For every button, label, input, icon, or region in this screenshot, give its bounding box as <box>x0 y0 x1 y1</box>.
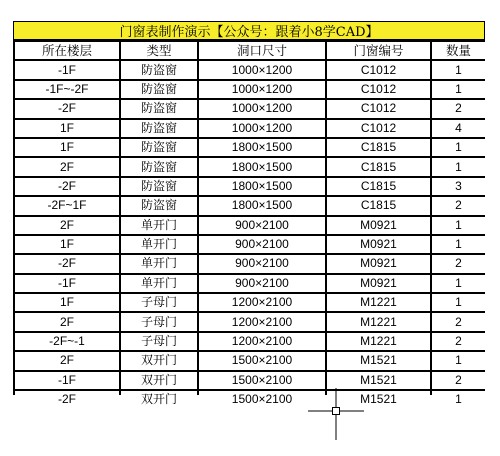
column-header-floor[interactable]: 所在楼层 <box>15 42 119 59</box>
table-row <box>15 158 485 175</box>
cell-qty[interactable]: 3 <box>432 178 485 195</box>
cell-type[interactable]: 双开门 <box>121 391 197 408</box>
cell-size[interactable]: 1800×1500 <box>199 158 325 175</box>
table-row <box>15 81 485 98</box>
cell-floor[interactable]: -1F <box>15 61 119 78</box>
cell-floor[interactable]: 1F <box>15 120 119 137</box>
column-header-qty[interactable]: 数量 <box>432 42 485 59</box>
cell-qty[interactable]: 4 <box>432 120 485 137</box>
cell-qty[interactable]: 1 <box>432 61 485 78</box>
table-row <box>15 294 485 311</box>
cell-qty[interactable]: 2 <box>432 333 485 350</box>
cell-type[interactable]: 子母门 <box>121 313 197 330</box>
table-row <box>15 333 485 350</box>
cell-qty[interactable]: 2 <box>432 255 485 272</box>
cell-code[interactable]: M1521 <box>327 372 430 389</box>
header-row <box>15 42 485 59</box>
cell-size[interactable]: 900×2100 <box>199 255 325 272</box>
crosshair-cursor-icon <box>308 388 364 440</box>
cell-type[interactable]: 防盗窗 <box>121 197 197 214</box>
cell-floor[interactable]: 2F <box>15 313 119 330</box>
cell-floor[interactable]: 1F <box>15 294 119 311</box>
cell-type[interactable]: 单开门 <box>121 255 197 272</box>
cell-size[interactable]: 1800×1500 <box>199 178 325 195</box>
table-row <box>15 255 485 272</box>
cell-code[interactable]: C1815 <box>327 158 430 175</box>
table-row <box>15 236 485 253</box>
cell-size[interactable]: 1000×1200 <box>199 61 325 78</box>
table-row <box>15 120 485 137</box>
table-row <box>15 61 485 78</box>
cell-type[interactable]: 防盗窗 <box>121 139 197 156</box>
cell-type[interactable]: 单开门 <box>121 217 197 234</box>
cell-qty[interactable]: 1 <box>432 158 485 175</box>
cell-floor[interactable]: 2F <box>15 217 119 234</box>
cell-size[interactable]: 1800×1500 <box>199 139 325 156</box>
table-row <box>15 139 485 156</box>
door-window-schedule-table[interactable] <box>13 21 485 407</box>
table-row <box>15 391 485 408</box>
cell-code[interactable]: C1815 <box>327 197 430 214</box>
schedule-grid <box>13 40 487 410</box>
cell-size[interactable]: 1500×2100 <box>199 352 325 369</box>
cell-type[interactable]: 防盗窗 <box>121 100 197 117</box>
cell-qty[interactable]: 1 <box>432 139 485 156</box>
cell-qty[interactable]: 1 <box>432 294 485 311</box>
cell-code[interactable]: C1012 <box>327 61 430 78</box>
table-row <box>15 178 485 195</box>
cell-size[interactable]: 1200×2100 <box>199 294 325 311</box>
cell-qty[interactable]: 1 <box>432 81 485 98</box>
cell-code[interactable]: M1221 <box>327 313 430 330</box>
cell-code[interactable]: C1815 <box>327 178 430 195</box>
table-row <box>15 313 485 330</box>
table-row <box>15 100 485 117</box>
cell-floor[interactable]: -1F <box>15 275 119 292</box>
cell-code[interactable]: C1012 <box>327 100 430 117</box>
cell-type[interactable]: 防盗窗 <box>121 158 197 175</box>
cell-code[interactable]: M1521 <box>327 391 430 408</box>
table-title: 门窗表制作演示【公众号：跟着小8学CAD】 <box>13 21 485 40</box>
cell-size[interactable]: 900×2100 <box>199 275 325 292</box>
column-header-code[interactable]: 门窗编号 <box>327 42 430 59</box>
cell-floor[interactable]: 1F <box>15 139 119 156</box>
cell-size[interactable]: 1200×2100 <box>199 333 325 350</box>
cell-qty[interactable]: 2 <box>432 100 485 117</box>
cell-size[interactable]: 1800×1500 <box>199 197 325 214</box>
table-row <box>15 275 485 292</box>
cell-floor[interactable]: -2F <box>15 178 119 195</box>
cell-floor[interactable]: 2F <box>15 158 119 175</box>
cell-size[interactable]: 1000×1200 <box>199 100 325 117</box>
cell-qty[interactable]: 2 <box>432 197 485 214</box>
cell-size[interactable]: 1000×1200 <box>199 81 325 98</box>
cell-type[interactable]: 双开门 <box>121 352 197 369</box>
cell-code[interactable]: C1815 <box>327 139 430 156</box>
cell-size[interactable]: 900×2100 <box>199 217 325 234</box>
cell-code[interactable]: M1221 <box>327 294 430 311</box>
cell-code[interactable]: M1221 <box>327 333 430 350</box>
cell-type[interactable]: 双开门 <box>121 372 197 389</box>
cell-code[interactable]: M0921 <box>327 217 430 234</box>
cell-floor[interactable]: -1F <box>15 372 119 389</box>
table-row <box>15 372 485 389</box>
cell-size[interactable]: 1500×2100 <box>199 391 325 408</box>
column-header-type[interactable]: 类型 <box>121 42 197 59</box>
cell-size[interactable]: 1000×1200 <box>199 120 325 137</box>
cell-floor[interactable]: -2F~1F <box>15 197 119 214</box>
cell-qty[interactable]: 2 <box>432 313 485 330</box>
cell-type[interactable]: 单开门 <box>121 275 197 292</box>
cell-floor[interactable]: -2F <box>15 255 119 272</box>
cell-type[interactable]: 防盗窗 <box>121 178 197 195</box>
cell-qty[interactable]: 1 <box>432 352 485 369</box>
table-row <box>15 217 485 234</box>
cell-code[interactable]: M0921 <box>327 255 430 272</box>
cell-floor[interactable]: -1F~-2F <box>15 81 119 98</box>
cell-qty[interactable]: 1 <box>432 275 485 292</box>
cell-code[interactable]: M1521 <box>327 352 430 369</box>
cell-code[interactable]: M0921 <box>327 236 430 253</box>
table-row <box>15 352 485 369</box>
cell-type[interactable]: 子母门 <box>121 294 197 311</box>
cell-size[interactable]: 1500×2100 <box>199 372 325 389</box>
cell-code[interactable]: C1012 <box>327 81 430 98</box>
column-header-size[interactable]: 洞口尺寸 <box>199 42 325 59</box>
cell-qty[interactable]: 2 <box>432 372 485 389</box>
cell-floor[interactable]: -2F~-1 <box>15 333 119 350</box>
cell-floor[interactable]: 2F <box>15 352 119 369</box>
cell-type[interactable]: 单开门 <box>121 236 197 253</box>
cell-type[interactable]: 防盗窗 <box>121 81 197 98</box>
cell-code[interactable]: M0921 <box>327 275 430 292</box>
cell-floor[interactable]: -2F <box>15 100 119 117</box>
cell-qty[interactable]: 1 <box>432 391 485 408</box>
cell-size[interactable]: 1200×2100 <box>199 313 325 330</box>
cell-code[interactable]: C1012 <box>327 120 430 137</box>
table-body <box>15 61 485 408</box>
cell-type[interactable]: 防盗窗 <box>121 61 197 78</box>
cell-type[interactable]: 防盗窗 <box>121 120 197 137</box>
cell-size[interactable]: 900×2100 <box>199 236 325 253</box>
cell-floor[interactable]: -2F <box>15 391 119 408</box>
cell-type[interactable]: 子母门 <box>121 333 197 350</box>
cell-qty[interactable]: 1 <box>432 217 485 234</box>
cell-qty[interactable]: 1 <box>432 236 485 253</box>
cell-floor[interactable]: 1F <box>15 236 119 253</box>
table-row <box>15 197 485 214</box>
